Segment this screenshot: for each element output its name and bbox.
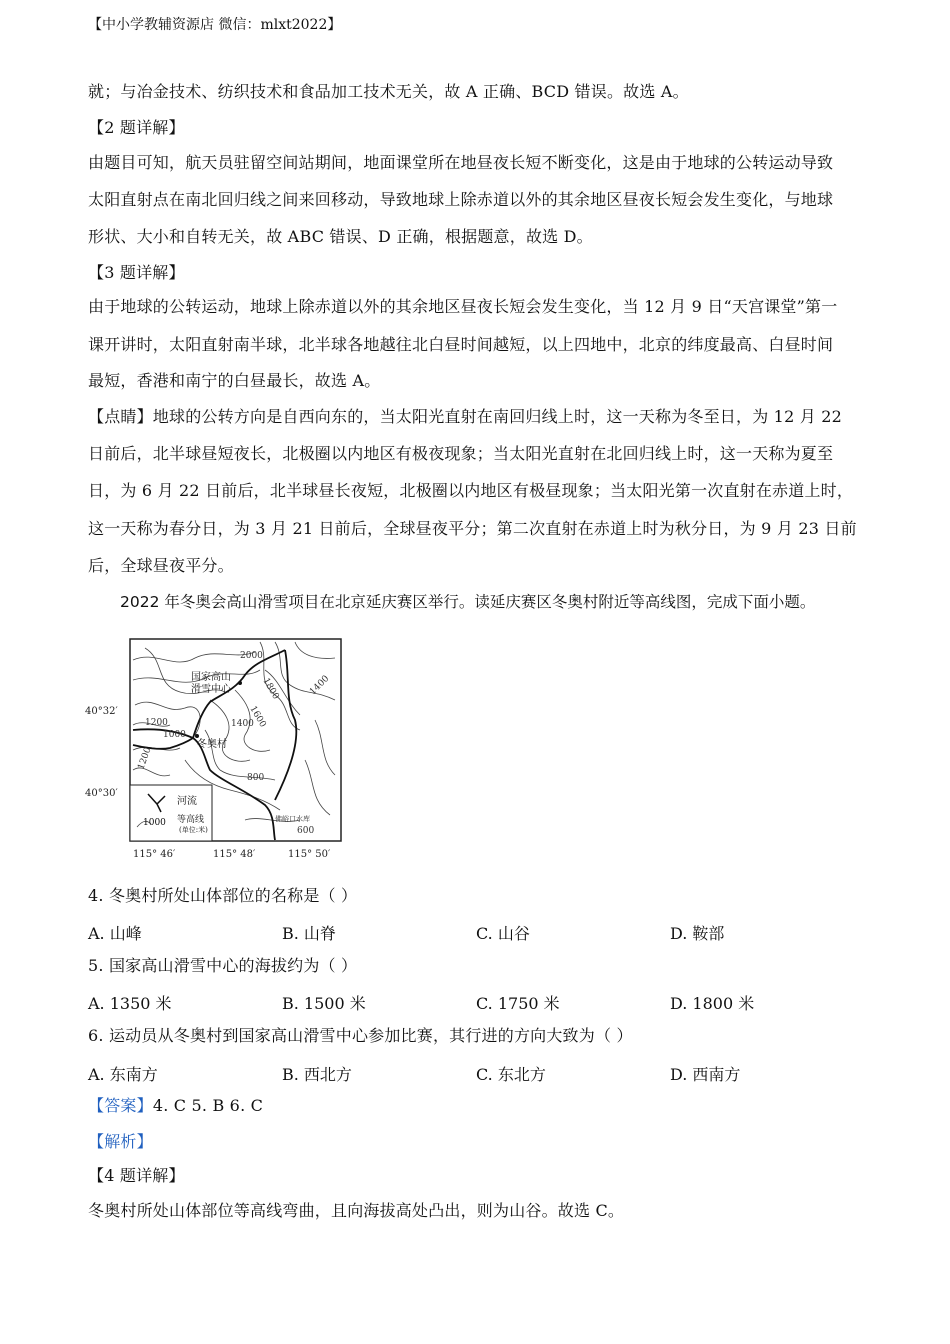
- lat-label-top: 40°32′: [85, 706, 118, 717]
- question-6: 6. 运动员从冬奥村到国家高山滑雪中心参加比赛，其行进的方向大致为（ ）: [88, 1026, 633, 1045]
- contour-label: 800: [247, 773, 265, 783]
- q6-option-b[interactable]: B. 西北方: [282, 1065, 352, 1084]
- question-5: 5. 国家高山滑雪中心的海拔约为（ ）: [88, 956, 358, 975]
- text-line: 课开讲时，太阳直射南半球，北半球各地越往北白昼时间越短，以上四地中，北京的纬度最高、白昼时间: [88, 335, 834, 354]
- ski-center-marker: [238, 681, 242, 685]
- question-intro: 2022 年冬奥会高山滑雪项目在北京延庆赛区举行。读延庆赛区冬奥村附近等高线图，完成下面小题。: [120, 593, 816, 611]
- q6-option-d[interactable]: D. 西南方: [670, 1065, 741, 1084]
- contour-label: 1000: [163, 730, 186, 740]
- text-line: 由题目可知，航天员驻留空间站期间，地面课堂所在地昼夜长短不断变化，这是由于地球的公转运动导致: [88, 153, 834, 172]
- q4-option-a[interactable]: A. 山峰: [88, 924, 142, 943]
- site-label-2: 滑雪中心: [191, 684, 231, 695]
- contour-label: 1400: [308, 673, 332, 698]
- village-marker: [195, 734, 199, 738]
- section-heading: 【4 题详解】: [88, 1166, 185, 1185]
- q5-option-c[interactable]: C. 1750 米: [476, 994, 560, 1013]
- text-line: 由于地球的公转运动，地球上除赤道以外的其余地区昼夜长短会发生变化，当 12 月 9 日“天宫课堂”第一: [88, 297, 838, 316]
- q4-option-d[interactable]: D. 鞍部: [670, 924, 725, 943]
- contour-label: 1600: [247, 704, 268, 730]
- q4-option-b[interactable]: B. 山脊: [282, 924, 336, 943]
- section-heading: 【3 题详解】: [88, 263, 185, 282]
- question-4: 4. 冬奥村所处山体部位的名称是（ ）: [88, 886, 358, 905]
- contour-label: 1200: [136, 746, 154, 772]
- answer-line: [88, 1096, 263, 1116]
- q5-option-a[interactable]: A. 1350 米: [88, 994, 172, 1013]
- legend-unit-label: (单位:米): [179, 826, 208, 834]
- text-line: 后，全球昼夜平分。: [88, 556, 234, 575]
- q6-option-c[interactable]: C. 东北方: [476, 1065, 546, 1084]
- text-line: 最短，香港和南宁的白昼最长，故选 A。: [88, 371, 381, 390]
- site-label-1: 国家高山: [191, 672, 231, 683]
- text-line: 日，为 6 月 22 日前后，北半球昼长夜短，北极圈以内地区有极昼现象；当太阳光第一次直射在赤道上时，: [88, 481, 854, 500]
- text-line: 日前后，北半球昼短夜长，北极圈以内地区有极夜现象；当太阳光直射在北回归线上时，这一天称为夏至: [88, 444, 834, 463]
- contour-label: 2000: [240, 651, 263, 661]
- q6-option-a[interactable]: A. 东南方: [88, 1065, 158, 1084]
- legend-value: 1000: [143, 818, 166, 828]
- text-line: 这一天称为春分日，为 3 月 21 日前后，全球昼夜平分；第二次直射在赤道上时为秋分日，为 9 月 23 日前: [88, 519, 857, 538]
- answer-text: 4. C 5. B 6. C: [152, 1096, 264, 1115]
- answer-label: 【答案】: [88, 1096, 153, 1115]
- analysis-label: 【解析】: [88, 1132, 153, 1151]
- text-line: 形状、大小和自转无关，故 ABC 错误、D 正确，根据题意，故选 D。: [88, 227, 593, 246]
- lat-label-bottom: 40°30′: [85, 788, 118, 799]
- village-label: 冬奥村: [197, 739, 227, 750]
- section-heading: 【2 题详解】: [88, 118, 185, 137]
- page-header: 【中小学教辅资源店 微信：mlxt2022】: [88, 17, 342, 33]
- lon-label-1: 115° 46′: [133, 849, 176, 860]
- q4-option-c[interactable]: C. 山谷: [476, 924, 530, 943]
- contour-map: [85, 630, 355, 862]
- lon-label-3: 115° 50′: [288, 849, 331, 860]
- text-line: 太阳直射点在南北回归线之间来回移动，导致地球上除赤道以外的其余地区昼夜长短会发生变化，与地球: [88, 190, 834, 209]
- q5-option-b[interactable]: B. 1500 米: [282, 994, 366, 1013]
- text-line: 【点睛】地球的公转方向是自西向东的，当太阳光直射在南回归线上时，这一天称为冬至日，为 12 月 22: [88, 407, 842, 426]
- contour-label: 1200: [145, 718, 168, 728]
- lon-label-2: 115° 48′: [213, 849, 256, 860]
- legend-contour-label: 等高线: [177, 815, 205, 825]
- contour-label: 1400: [231, 719, 254, 729]
- text-line: 就；与冶金技术、纺织技术和食品加工技术无关，故 A 正确、BCD 错误。故选 A。: [88, 82, 689, 101]
- q4-detail: 冬奥村所处山体部位等高线弯曲，且向海拔高处凸出，则为山谷。故选 C。: [88, 1201, 625, 1220]
- legend-river-label: 河流: [177, 796, 197, 807]
- q5-option-d[interactable]: D. 1800 米: [670, 994, 755, 1013]
- contour-label: 600: [297, 826, 315, 836]
- reservoir-label: 佛峪口水库: [275, 815, 310, 823]
- contour-label: 1800: [260, 676, 281, 702]
